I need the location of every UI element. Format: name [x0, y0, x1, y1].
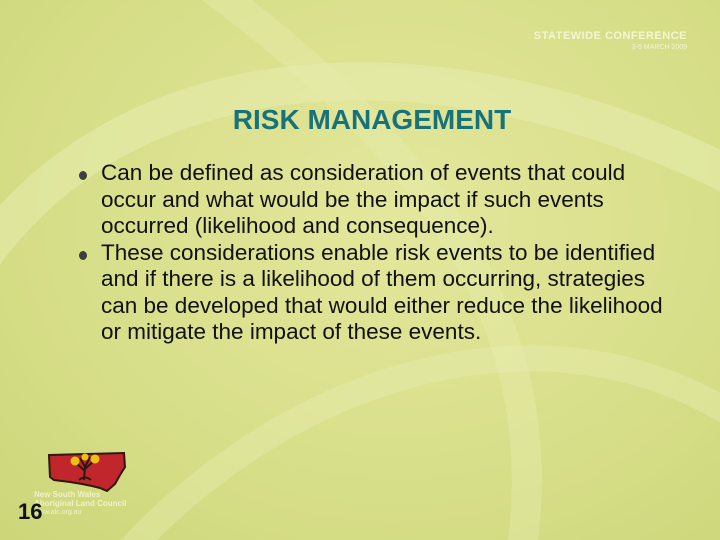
conference-badge — [534, 30, 687, 51]
bullet-icon — [79, 251, 87, 260]
logo-line-2: Aboriginal Land Council — [34, 499, 127, 508]
logo-text — [34, 490, 126, 517]
slide-number: 16 — [18, 499, 43, 524]
bullet-text: These considerations enable risk events to be identified and if there is a likelihood of them occurring, strategies can be developed that would either reduce the likelihood or mitigate the impact of these events. — [101, 239, 663, 344]
bullet-item — [76, 160, 676, 240]
nsw-map-logo-icon — [46, 451, 128, 493]
bullet-text: Can be defined as consideration of events that could occur and what would be the impact if such events occurred (likelihood and consequence). — [101, 160, 626, 238]
conference-dates: 3-5 MARCH 2009 — [631, 44, 687, 51]
logo-line-1: New South Wales — [34, 490, 101, 499]
logo-web: www.alc.org.au — [34, 509, 82, 516]
conference-name: STATEWIDE CONFERENCE — [533, 30, 687, 42]
bullet-item — [76, 240, 676, 346]
bullet-icon — [79, 171, 87, 180]
slide-title: RISK MANAGEMENT — [232, 104, 512, 135]
bullet-list — [76, 160, 676, 346]
